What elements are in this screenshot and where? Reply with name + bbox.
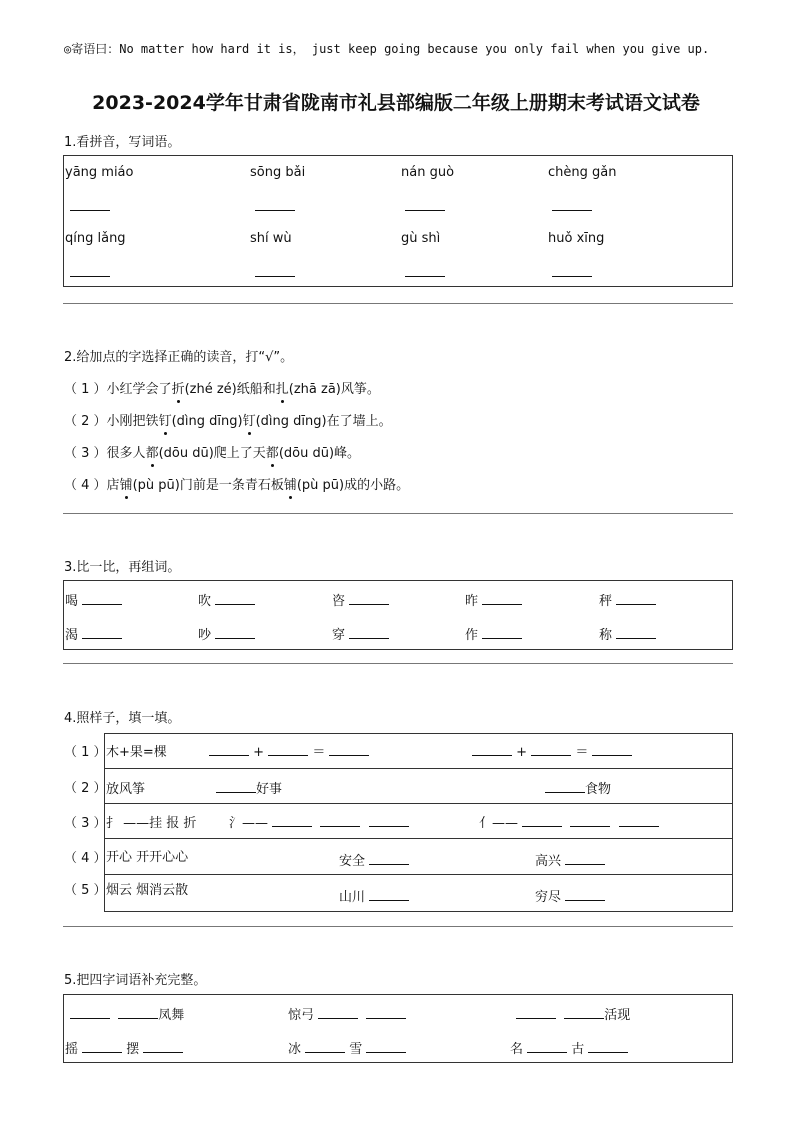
answer-blank[interactable] bbox=[570, 814, 610, 827]
answer-blank[interactable] bbox=[209, 743, 249, 756]
example: 烟云 烟消云散 bbox=[106, 883, 189, 898]
divider bbox=[63, 513, 733, 514]
example: 扌 ——挂 报 折 bbox=[106, 816, 197, 831]
answer-blank[interactable] bbox=[405, 264, 445, 277]
char: 秤 bbox=[599, 594, 613, 609]
answer-blank[interactable] bbox=[320, 814, 360, 827]
plus-sign: + bbox=[516, 745, 528, 760]
question-3-title: 3.比一比，再组词。 bbox=[64, 560, 181, 575]
answer-blank[interactable] bbox=[82, 592, 122, 605]
pinyin-7: gù shì bbox=[401, 231, 441, 246]
answer-blank[interactable] bbox=[616, 626, 656, 639]
answer-blank[interactable] bbox=[118, 1006, 158, 1019]
plus-sign: + bbox=[253, 745, 265, 760]
pinyin-3: nán guò bbox=[401, 165, 455, 180]
answer-blank[interactable] bbox=[516, 1006, 556, 1019]
answer-blank[interactable] bbox=[268, 743, 308, 756]
example: 放风筝 bbox=[106, 782, 146, 797]
answer-blank[interactable] bbox=[369, 814, 409, 827]
answer-blank[interactable] bbox=[565, 852, 605, 865]
answer-blank[interactable] bbox=[215, 626, 255, 639]
answer-blank[interactable] bbox=[527, 1040, 567, 1053]
pinyin-6: shí wù bbox=[250, 231, 292, 246]
answer-blank[interactable] bbox=[82, 626, 122, 639]
char: 称 bbox=[599, 628, 613, 643]
answer-blank[interactable] bbox=[349, 626, 389, 639]
pinyin-1: yāng miáo bbox=[65, 165, 134, 180]
answer-blank[interactable] bbox=[70, 264, 110, 277]
answer-blank[interactable] bbox=[369, 888, 409, 901]
answer-blank[interactable] bbox=[366, 1006, 406, 1019]
q4-row-1 bbox=[104, 733, 733, 769]
q2-item-1: （ 1 ）小红学会了折(zhé zé)纸船和扎(zhā zā)风筝。 bbox=[64, 382, 380, 397]
question-4-title: 4.照样子，填一填。 bbox=[64, 711, 181, 726]
char: 喝 bbox=[65, 594, 79, 609]
answer-blank[interactable] bbox=[82, 1040, 122, 1053]
answer-blank[interactable] bbox=[329, 743, 369, 756]
char: 吵 bbox=[198, 628, 212, 643]
question-5-title: 5.把四字词语补充完整。 bbox=[64, 973, 207, 988]
answer-blank[interactable] bbox=[215, 592, 255, 605]
example: 木+果=棵 bbox=[106, 745, 167, 760]
answer-blank[interactable] bbox=[272, 814, 312, 827]
row-number: （ 4 ） bbox=[64, 851, 107, 866]
row-number: （ 3 ） bbox=[64, 816, 107, 831]
answer-blank[interactable] bbox=[552, 198, 592, 211]
char: 作 bbox=[465, 628, 479, 643]
answer-blank[interactable] bbox=[616, 592, 656, 605]
char: 穿 bbox=[332, 628, 346, 643]
idiom-box: 凤舞 惊弓 活现 摇 摆 冰 雪 名 古 bbox=[63, 994, 733, 1063]
divider bbox=[63, 303, 733, 304]
q4-row-4: 开心 开开心心 安全 高兴 bbox=[104, 838, 733, 875]
char: 昨 bbox=[465, 594, 479, 609]
answer-blank[interactable] bbox=[70, 1006, 110, 1019]
answer-blank[interactable] bbox=[349, 592, 389, 605]
answer-blank[interactable] bbox=[255, 264, 295, 277]
motto: ◎寄语曰：No matter how hard it is， just keep going because you only fail when you give up. bbox=[64, 42, 710, 56]
answer-blank[interactable] bbox=[366, 1040, 406, 1053]
pinyin-2: sōng bǎi bbox=[250, 165, 306, 180]
pinyin-4: chèng gǎn bbox=[548, 165, 617, 180]
answer-blank[interactable] bbox=[552, 264, 592, 277]
answer-blank[interactable] bbox=[531, 743, 571, 756]
answer-blank[interactable] bbox=[216, 780, 256, 793]
char: 渴 bbox=[65, 628, 79, 643]
pinyin-5: qíng lǎng bbox=[65, 231, 126, 246]
answer-blank[interactable] bbox=[318, 1006, 358, 1019]
answer-blank[interactable] bbox=[305, 1040, 345, 1053]
page-title: 2023-2024学年甘肃省陇南市礼县部编版二年级上册期末考试语文试卷 bbox=[92, 92, 700, 114]
answer-blank[interactable] bbox=[565, 888, 605, 901]
answer-blank[interactable] bbox=[564, 1006, 604, 1019]
equals-sign: ＝ bbox=[575, 745, 589, 760]
answer-blank[interactable] bbox=[522, 814, 562, 827]
row-number: （ 5 ） bbox=[64, 883, 107, 898]
answer-blank[interactable] bbox=[70, 198, 110, 211]
pinyin-8: huǒ xīng bbox=[548, 231, 605, 246]
equals-sign: ＝ bbox=[312, 745, 326, 760]
q2-item-2: （ 2 ）小刚把铁钉(dìng dīng)钉(dìng dīng)在了墙上。 bbox=[64, 414, 392, 429]
answer-blank[interactable] bbox=[255, 198, 295, 211]
answer-blank[interactable] bbox=[545, 780, 585, 793]
q2-item-3: （ 3 ）很多人都(dōu dū)爬上了天都(dōu dū)峰。 bbox=[64, 446, 361, 461]
divider bbox=[63, 663, 733, 664]
example: 开心 开开心心 bbox=[106, 850, 189, 865]
char: 咨 bbox=[332, 594, 346, 609]
answer-blank[interactable] bbox=[588, 1040, 628, 1053]
answer-blank[interactable] bbox=[592, 743, 632, 756]
q2-item-4: （ 4 ）店铺(pù pū)门前是一条青石板铺(pù pū)成的小路。 bbox=[64, 478, 410, 493]
q4-row-5: 烟云 烟消云散 山川 穷尽 bbox=[104, 874, 733, 912]
question-1-title: 1.看拼音，写词语。 bbox=[64, 135, 181, 150]
answer-blank[interactable] bbox=[482, 626, 522, 639]
question-2-title: 2.给加点的字选择正确的读音，打“√”。 bbox=[64, 350, 294, 365]
char: 吹 bbox=[198, 594, 212, 609]
compare-box bbox=[63, 580, 733, 650]
answer-blank[interactable] bbox=[619, 814, 659, 827]
divider bbox=[63, 926, 733, 927]
pinyin-box bbox=[63, 155, 733, 287]
answer-blank[interactable] bbox=[405, 198, 445, 211]
q4-row-3: 扌 ——挂 报 折 氵—— 亻—— bbox=[104, 803, 733, 839]
q4-row-2: 放风筝 好事 食物 bbox=[104, 768, 733, 804]
answer-blank[interactable] bbox=[143, 1040, 183, 1053]
answer-blank[interactable] bbox=[472, 743, 512, 756]
row-number: （ 2 ） bbox=[64, 781, 107, 796]
answer-blank[interactable] bbox=[482, 592, 522, 605]
row-number: （ 1 ） bbox=[64, 745, 107, 760]
answer-blank[interactable] bbox=[369, 852, 409, 865]
